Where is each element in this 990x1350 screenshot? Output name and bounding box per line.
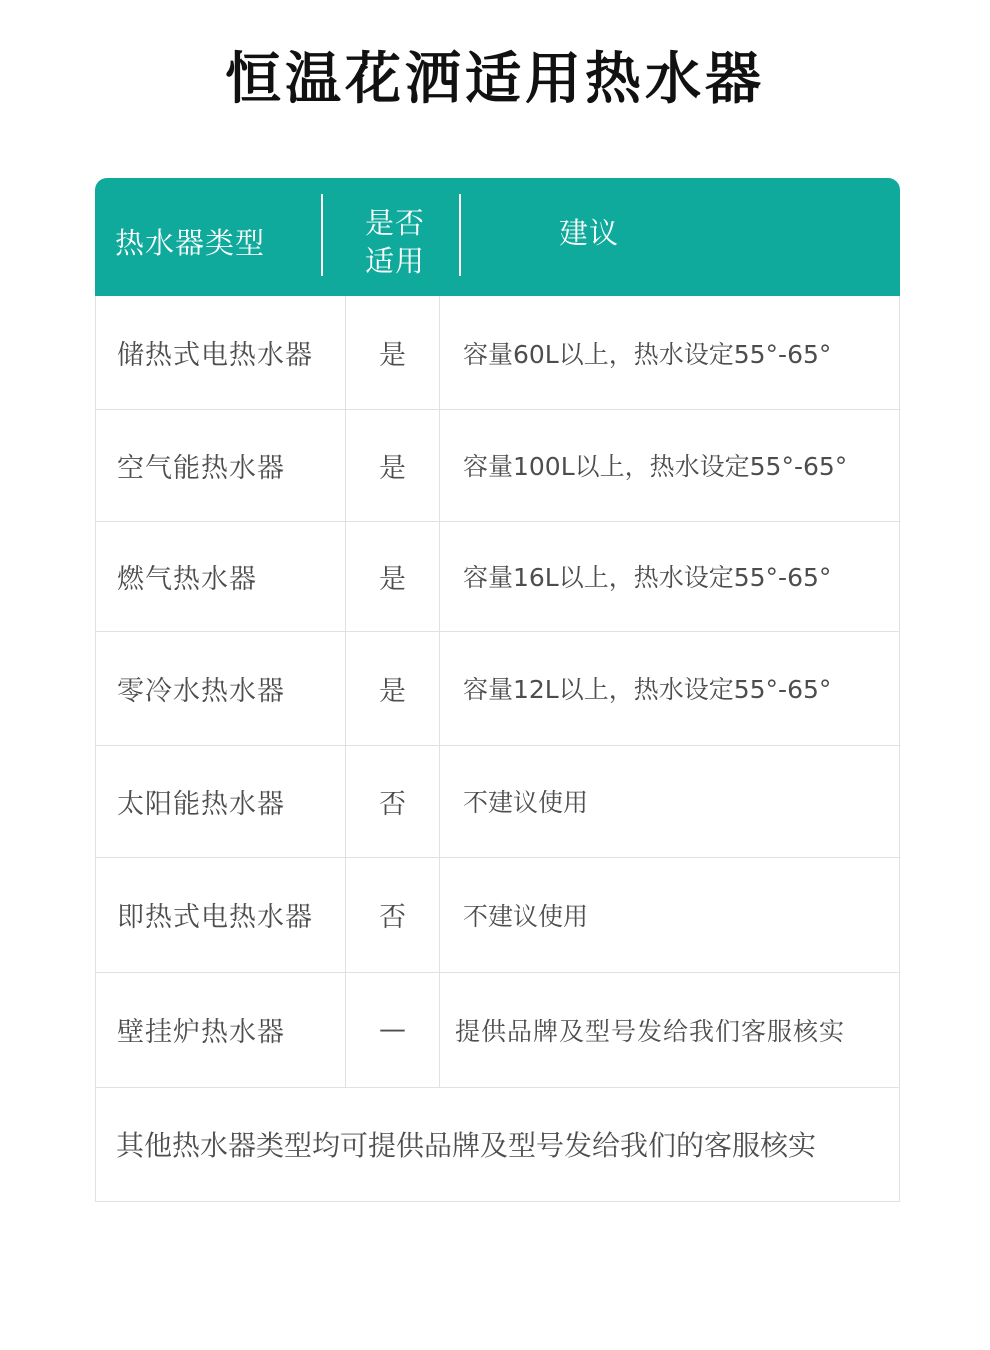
table-row: [95, 745, 900, 858]
cell-advice: 容量100L以上，热水设定55°-65°: [463, 452, 848, 481]
cell-advice: 容量60L以上，热水设定55°-65°: [463, 339, 832, 369]
header-divider: [459, 194, 461, 276]
header-applicable-line2: 适用: [364, 244, 425, 278]
cell-heater-type: 零冷水热水器: [96, 631, 346, 745]
cell-heater-type: 太阳能热水器: [96, 745, 346, 857]
cell-advice: 不建议使用: [463, 788, 589, 817]
cell-applicable: 否: [346, 745, 440, 857]
table-body: [95, 296, 900, 1202]
table-header: [95, 178, 900, 296]
cell-advice: 容量12L以上，热水设定55°-65°: [463, 675, 832, 704]
cell-heater-type: 空气能热水器: [96, 409, 346, 521]
cell-applicable: 是: [346, 521, 440, 631]
cell-heater-type: 储热式电热水器: [96, 296, 346, 409]
cell-applicable: 否: [346, 857, 440, 972]
table-footer-row: [95, 1087, 900, 1202]
header-applicable-line1: 是否: [364, 206, 425, 240]
table-footer-note: 其他热水器类型均可提供品牌及型号发给我们的客服核实: [116, 1129, 817, 1162]
cell-advice: 容量16L以上，热水设定55°-65°: [463, 563, 832, 592]
table-row: [95, 857, 900, 973]
table-row: [95, 296, 900, 410]
header-type: 热水器类型: [115, 226, 266, 260]
table-row: [95, 521, 900, 632]
cell-applicable: 是: [346, 409, 440, 521]
heater-compat-table: [95, 178, 900, 1202]
cell-applicable: 是: [346, 631, 440, 745]
table-row: [95, 972, 900, 1088]
cell-applicable: 是: [346, 296, 440, 409]
cell-advice: 不建议使用: [463, 901, 589, 931]
table-row: [95, 631, 900, 746]
cell-heater-type: 即热式电热水器: [96, 857, 346, 972]
header-applicable: [345, 204, 445, 280]
table-row: [95, 409, 900, 522]
cell-heater-type: 燃气热水器: [96, 521, 346, 631]
header-advice: 建议: [559, 216, 620, 250]
cell-applicable: —: [346, 972, 440, 1087]
cell-heater-type: 壁挂炉热水器: [96, 972, 346, 1087]
header-divider: [321, 194, 323, 276]
page-title: 恒温花洒适用热水器: [225, 47, 765, 112]
cell-advice: 提供品牌及型号发给我们客服核实: [455, 1016, 846, 1046]
